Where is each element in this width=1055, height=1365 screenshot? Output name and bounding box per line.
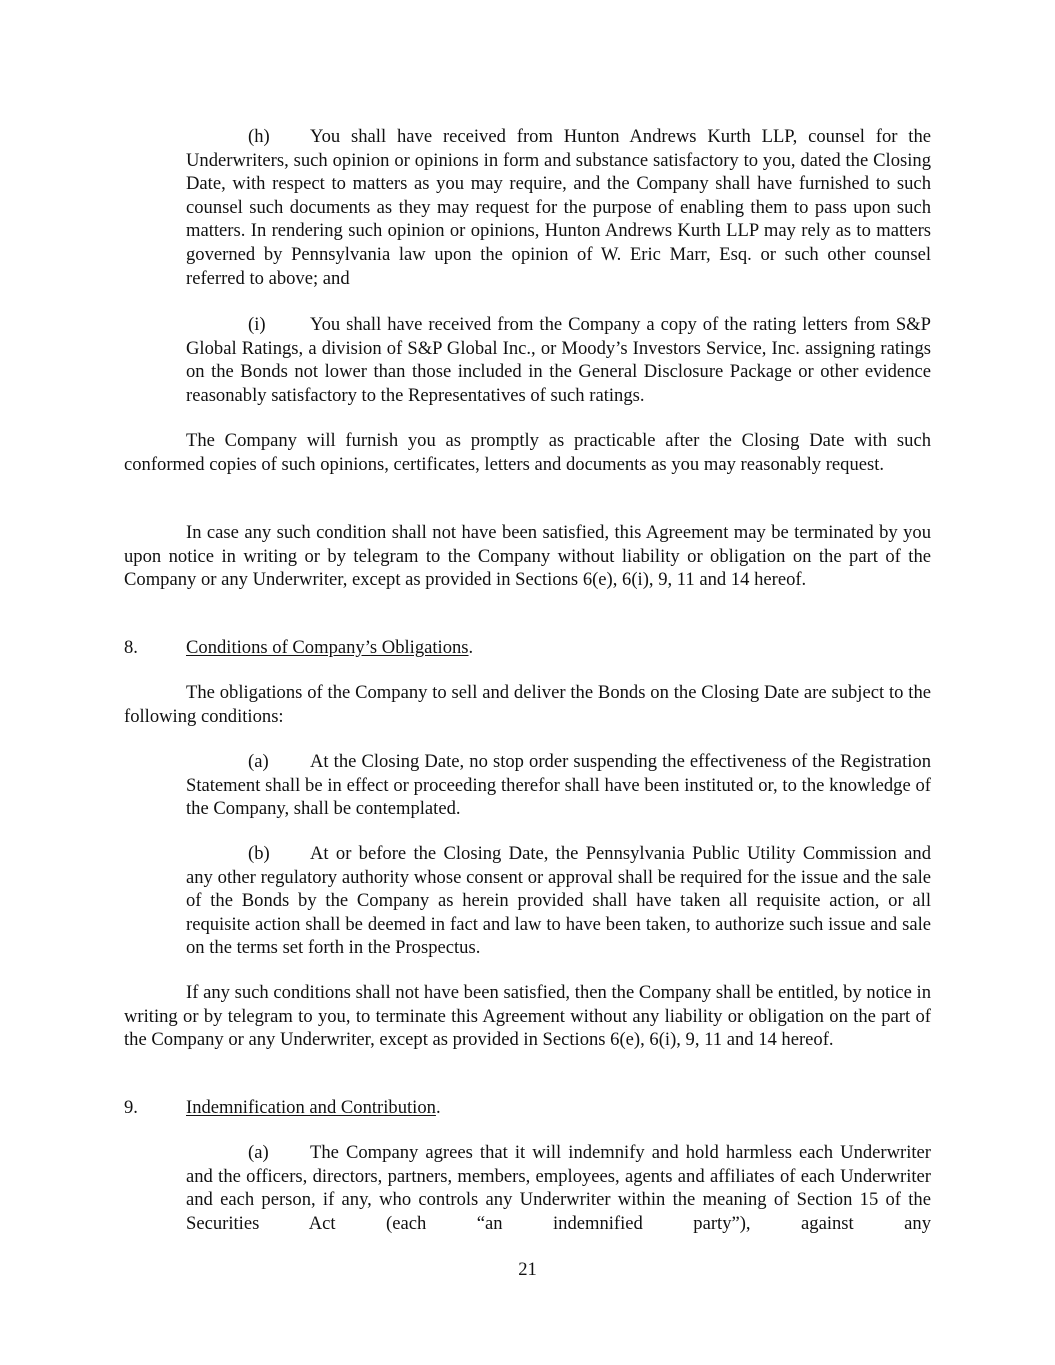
section-9-number: 9. [124, 1097, 138, 1118]
paragraph-8a-text: At the Closing Date, no stop order suspending the effectiveness of the Registration Statement shall be in effect or proceeding therefor shall have been instituted or, to the knowledge of the Company, shall be contemplated. [186, 751, 931, 820]
section-9-heading [124, 1096, 441, 1120]
paragraph-i-label: (i) [248, 314, 266, 335]
paragraph-9a-label: (a) [248, 1142, 269, 1163]
paragraph-i-text: You shall have received from the Company a copy of the rating letters from S&P Global Ratings, a division of S&P Global Inc., or Moody’s Investors Service, Inc. assigning ratings on the Bonds not lower than those included in the General Disclosure Package or other evidence reasonably satisfactory to the Representatives of such ratings. [186, 314, 931, 406]
paragraph-9a [186, 1141, 931, 1235]
section-8-title: Conditions of Company’s Obligations [186, 637, 469, 658]
paragraph-8b-label: (b) [248, 843, 270, 864]
paragraph-8a-label: (a) [248, 751, 269, 772]
paragraph-8b [186, 842, 931, 960]
paragraph-8b-text: At or before the Closing Date, the Pennsylvania Public Utility Commission and any other regulatory authority whose consent or approval shall be required for the issue and the sale of the Bonds by the Company as herein provided shall have taken all requisite action, or all requisite action shall be deemed in fact and law to have been taken, to authorize such issue and sale on the terms set forth in the Prospectus. [186, 843, 931, 959]
section-9-title: Indemnification and Contribution [186, 1097, 436, 1118]
section-9-period: . [435, 1097, 441, 1118]
paragraph-9a-text: The Company agrees that it will indemnify and hold harmless each Underwriter and the officers, directors, partners, members, employees, agents and affiliates of each Underwriter and each person, if any, who controls any Underwriter within the meaning of Section 15 of the Securities Act (each “an indemnified party”), against any [186, 1142, 931, 1234]
page-number: 21 [518, 1259, 537, 1280]
paragraph-h-label: (h) [248, 126, 270, 147]
paragraph-if: If any such conditions shall not have been satisfied, then the Company shall be entitled, by notice in writing or by telegram to you, to terminate this Agreement without any liability or obligation on the part of the Company or any Underwriter, except as provided in Sections 6(e), 6(i), 9, 11 and 14 hereof. [124, 982, 931, 1051]
paragraph-furnish: The Company will furnish you as promptly as practicable after the Closing Date with such conformed copies of such opinions, certificates, letters and documents as you may reasonably request. [124, 430, 931, 475]
section-8-heading [124, 636, 473, 660]
section-8-period: . [468, 637, 474, 658]
paragraph-terminate: In case any such condition shall not have been satisfied, this Agreement may be terminated by you upon notice in writing or by telegram to the Company without liability or obligation on the part of the Company or any Underwriter, except as provided in Sections 6(e), 6(i), 9, 11 and 14 hereof. [124, 522, 931, 591]
section-8-number: 8. [124, 637, 138, 658]
paragraph-obligations: The obligations of the Company to sell and deliver the Bonds on the Closing Date are subject to the following conditions: [124, 682, 931, 727]
paragraph-8a [186, 750, 931, 821]
paragraph-i [186, 313, 931, 407]
paragraph-h-text: You shall have received from Hunton Andrews Kurth LLP, counsel for the Underwriters, such opinion or opinions in form and substance satisfactory to you, dated the Closing Date, with respect to matters as you may require, and the Company shall have furnished to such counsel such documents as they may request for the purpose of enabling them to pass upon such matters. In rendering such opinion or opinions, Hunton Andrews Kurth LLP may rely as to matters governed by Pennsylvania law upon the opinion of W. Eric Marr, Esq. or such other counsel referred to above; and [186, 126, 931, 289]
paragraph-h [186, 125, 931, 290]
